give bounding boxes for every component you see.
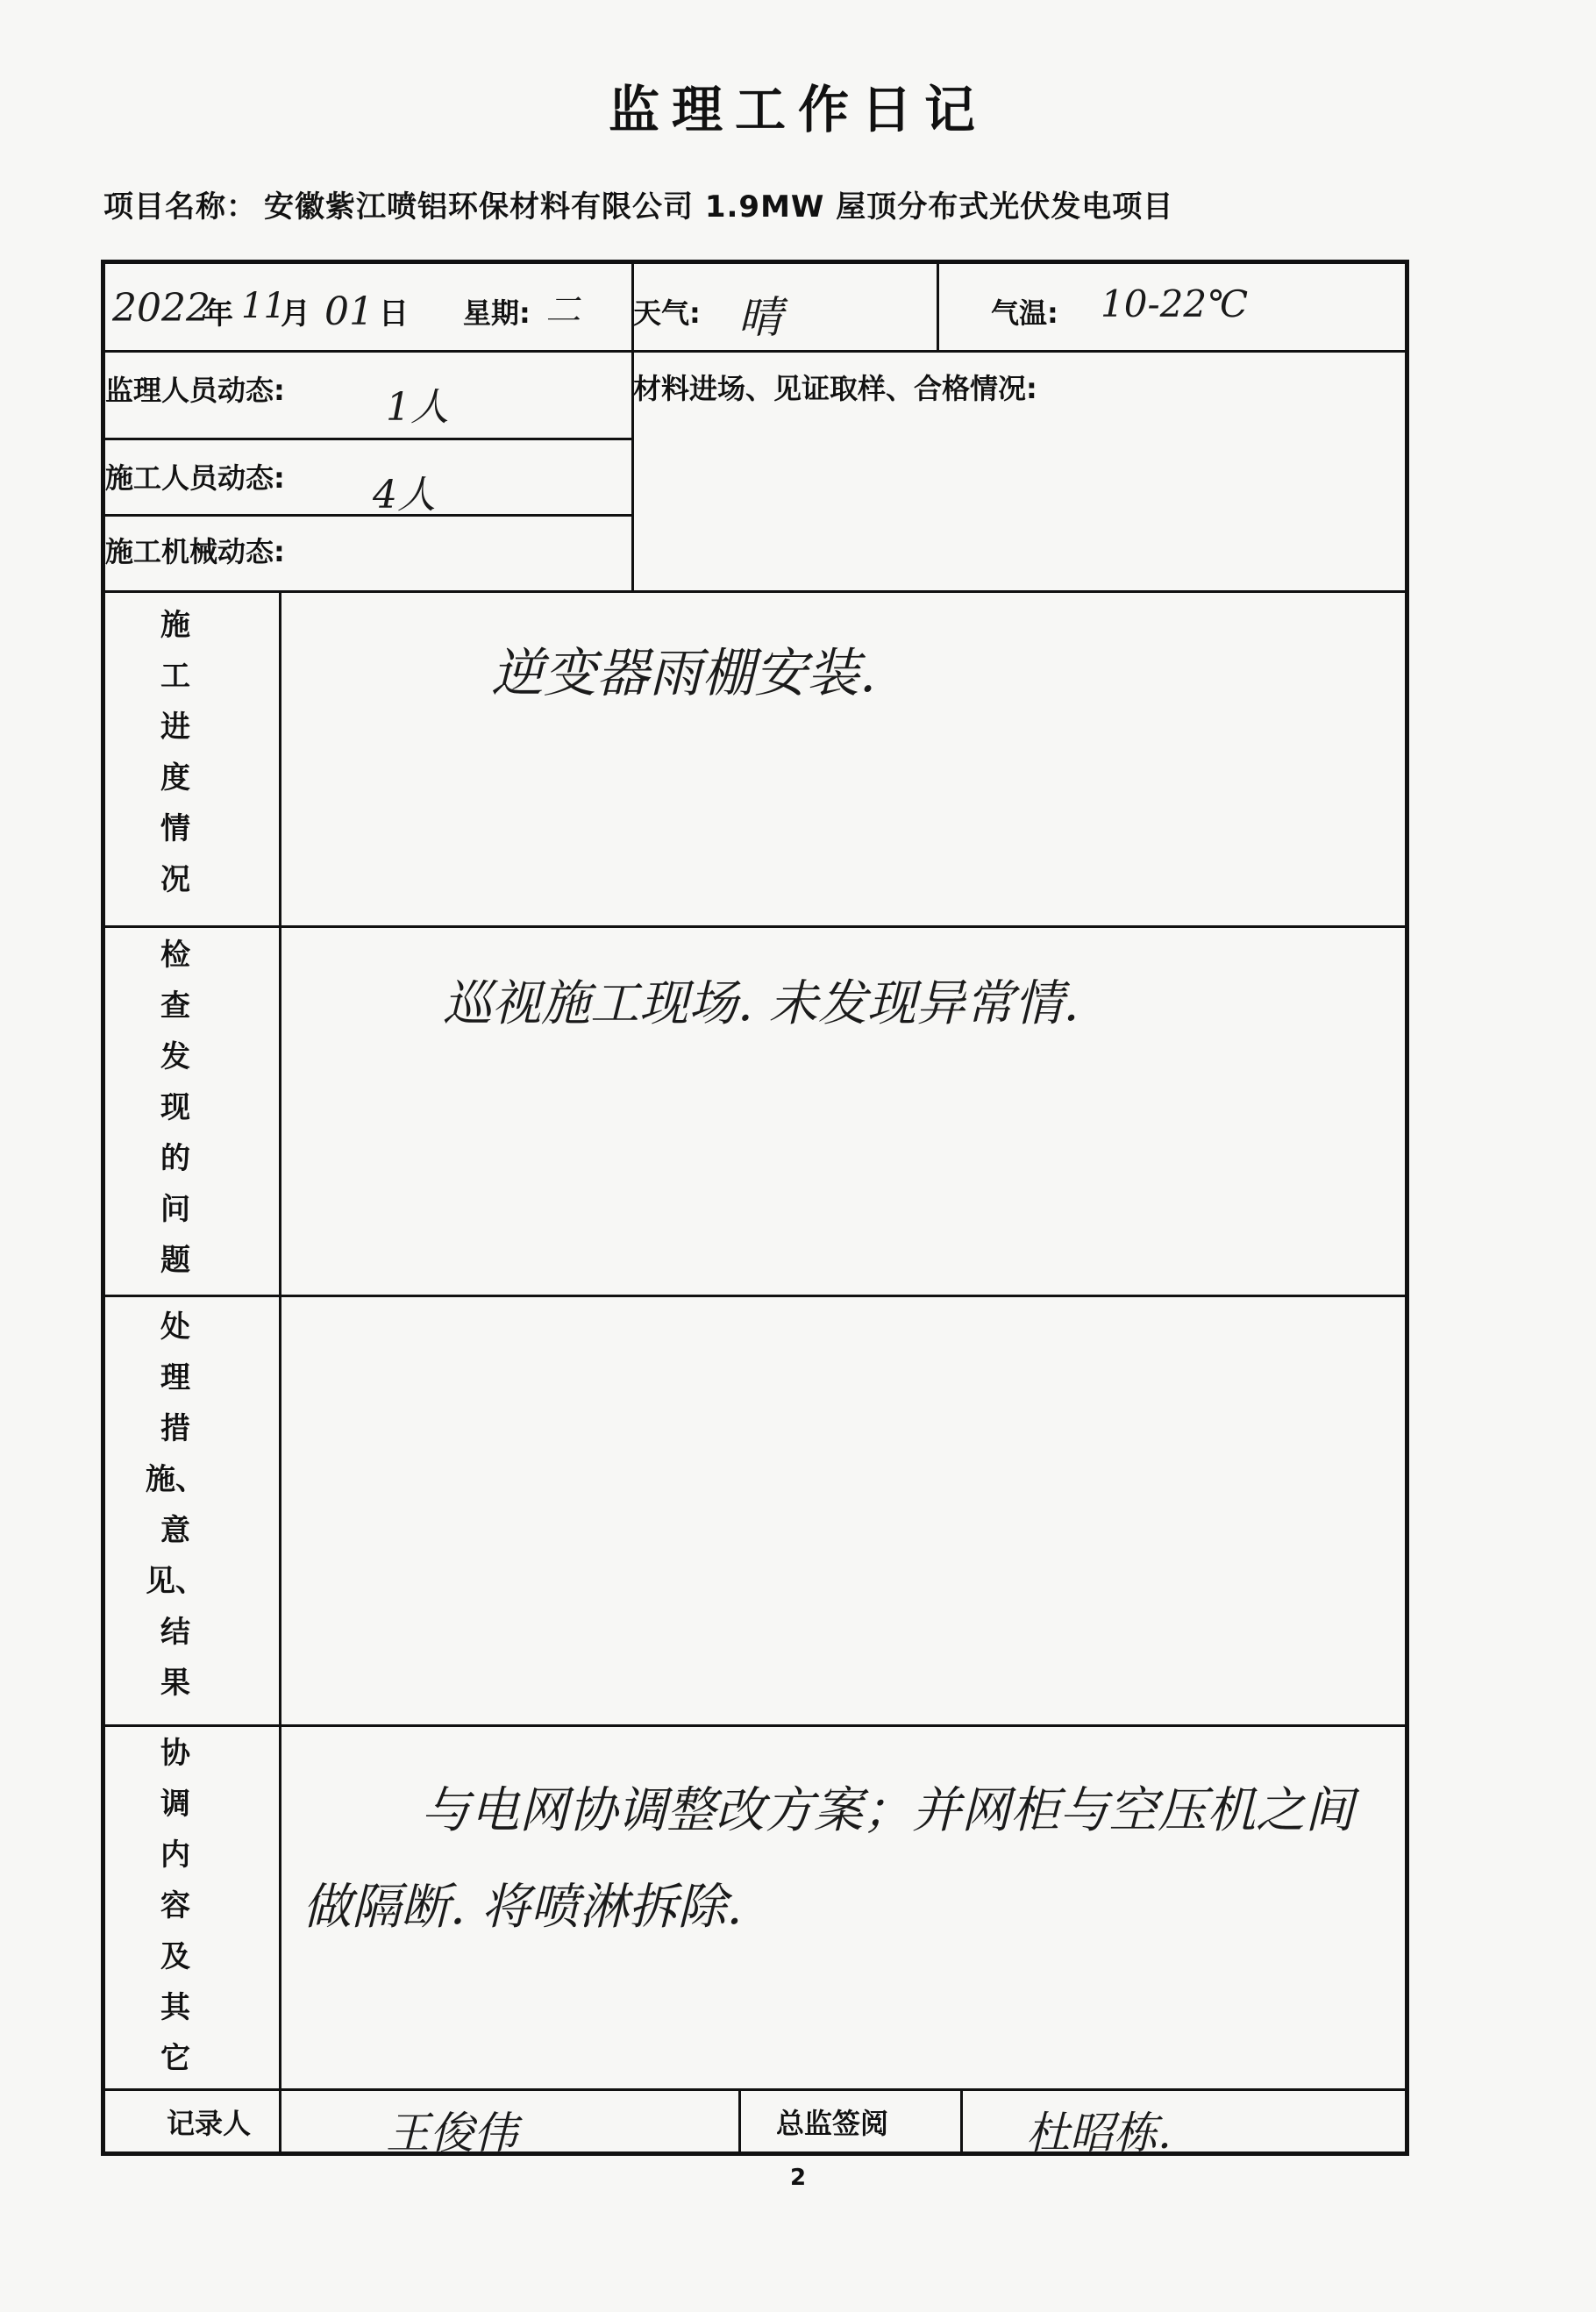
findings-label-char: 发 (160, 1039, 190, 1074)
findings-label-char: 的 (160, 1141, 190, 1176)
supervisor-value: 1人 (386, 385, 449, 430)
date-month: 11 (241, 286, 286, 326)
measures-label-char: 处 (160, 1309, 190, 1345)
date-day: 01 (324, 289, 374, 334)
col-divider-weather (937, 264, 939, 352)
findings-label-char: 现 (160, 1090, 190, 1125)
worker-value: 4人 (373, 473, 436, 517)
weekday-label: 星期: (463, 296, 531, 330)
measures-label-char: 见、 (146, 1564, 205, 1599)
project-name: 安徽紫江喷铝环保材料有限公司 1.9MW 屋顶分布式光伏发电项目 (264, 189, 1174, 225)
measures-label-char: 施、 (146, 1462, 205, 1497)
findings-label (136, 930, 215, 1286)
measures-label-char: 理 (160, 1360, 190, 1395)
machinery-label: 施工机械动态: (105, 535, 285, 568)
coordination-label-char: 及 (160, 1939, 190, 1974)
coordination-label-char: 调 (160, 1787, 190, 1822)
measures-label (136, 1302, 215, 1709)
row-divider-measures (105, 1724, 1405, 1727)
row-divider-progress (105, 925, 1405, 928)
document-title: 监理工作日记 (608, 80, 987, 139)
coordination-content-line1: 与电网协调整改方案；并网柜与空压机之间 (421, 1782, 1354, 1839)
project-line (103, 182, 1173, 225)
progress-label-char: 工 (160, 659, 190, 694)
month-label: 月 (281, 296, 310, 332)
project-label: 项目名称： (103, 189, 257, 225)
findings-label-char: 题 (160, 1243, 190, 1278)
coordination-content-line2: 做隔断. 将喷淋拆除. (303, 1879, 743, 1936)
measures-label-char: 果 (160, 1666, 190, 1701)
findings-label-char: 问 (160, 1192, 190, 1227)
row-divider-supervisor (105, 438, 631, 440)
coordination-label-char: 协 (160, 1736, 190, 1771)
measures-label-char: 意 (160, 1513, 190, 1548)
row-divider-header (105, 350, 1405, 353)
supervisor-label: 监理人员动态: (105, 374, 285, 407)
recorder-signature: 王俊伟 (386, 2108, 517, 2159)
col-divider-footer-2 (960, 2088, 963, 2151)
measures-label-char: 结 (160, 1615, 190, 1650)
findings-content: 巡视施工现场. 未发现异常情. (443, 975, 1079, 1032)
page-number: 2 (789, 2165, 807, 2191)
weather-label: 天气: (633, 296, 701, 330)
year-label: 年 (203, 296, 233, 332)
col-divider-footer-1 (738, 2088, 741, 2151)
col-divider-labels (279, 590, 281, 2151)
findings-label-char: 查 (160, 988, 190, 1024)
day-label: 日 (379, 296, 409, 332)
progress-label-char: 进 (160, 710, 190, 745)
row-divider-coordination (105, 2088, 1405, 2091)
coordination-label-char: 内 (160, 1837, 190, 1873)
progress-label-char: 况 (160, 862, 190, 897)
coordination-label (136, 1728, 215, 2084)
date-year: 2022 (112, 286, 210, 331)
progress-label-char: 情 (160, 811, 190, 846)
row-divider-status (105, 590, 1405, 593)
diary-table (101, 260, 1409, 2156)
row-divider-worker (105, 514, 631, 517)
progress-label-char: 度 (160, 760, 190, 796)
findings-label-char: 检 (160, 938, 190, 973)
chief-signature: 杜昭栋. (1026, 2108, 1172, 2159)
weather-value: 晴 (738, 292, 782, 343)
coordination-label-char: 其 (160, 1990, 190, 2025)
temperature-value: 10-22℃ (1101, 282, 1249, 325)
coordination-label-char: 它 (160, 2041, 190, 2076)
coordination-label-char: 容 (160, 1888, 190, 1923)
weekday-value: 二 (545, 290, 581, 331)
row-divider-findings (105, 1295, 1405, 1297)
progress-label-char: 施 (160, 608, 190, 643)
progress-content: 逆变器雨棚安装. (491, 643, 877, 704)
progress-label (136, 600, 215, 905)
temperature-label: 气温: (991, 296, 1058, 330)
measures-label-char: 措 (160, 1411, 190, 1446)
materials-label: 材料进场、见证取样、合格情况: (633, 372, 1037, 405)
recorder-label: 记录人 (167, 2107, 252, 2140)
worker-label: 施工人员动态: (105, 461, 285, 495)
chief-label: 总监签阅 (776, 2107, 889, 2140)
